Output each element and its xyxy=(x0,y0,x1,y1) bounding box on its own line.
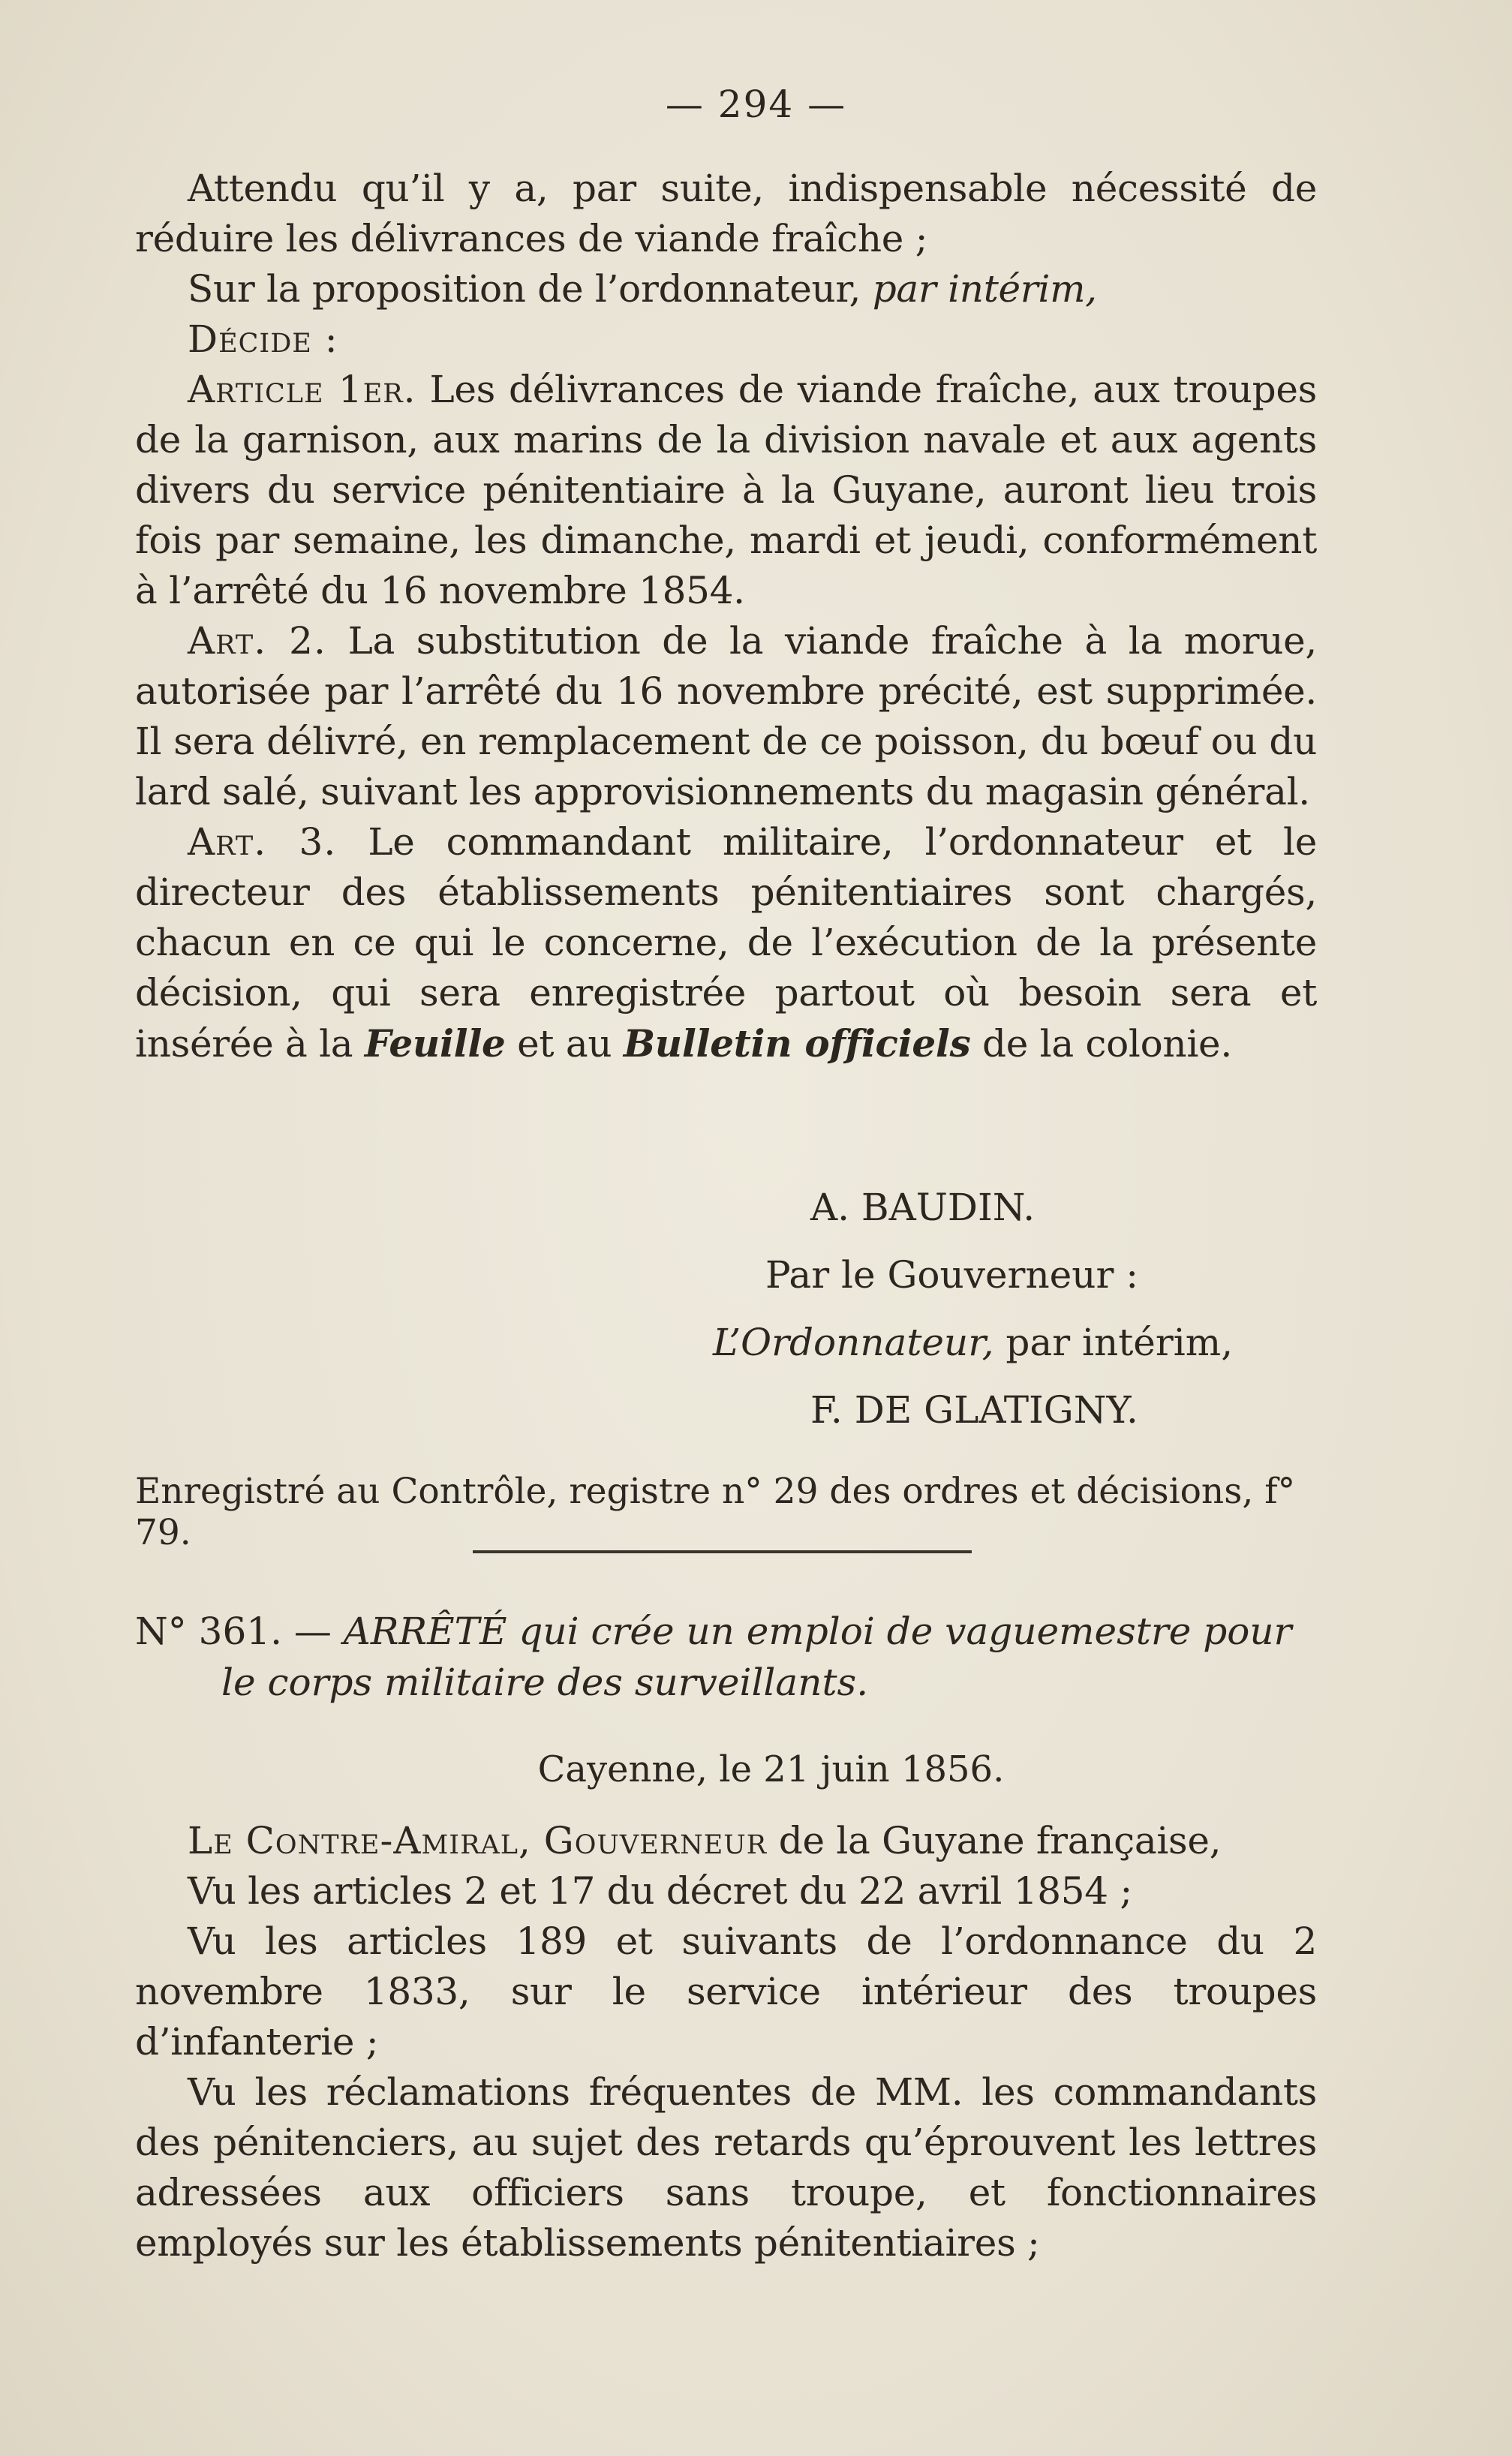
article-2: Art. 2. La substitution de la viande fraîche à la morue, autorisée par l’arrêté du 16 novembre précité, est supprimée. Il sera délivré, en remplacement de ce poisson, du bœuf ou du lard salé, suivant les approvisionnements du magasin général. xyxy=(135,619,1318,813)
governor-line: Le Contre-Amiral, Gouverneur de la Guyane française, xyxy=(188,1819,1222,1862)
arrete-body xyxy=(135,1816,1317,2268)
decision-body xyxy=(135,164,1317,1069)
decide-heading: Décide : xyxy=(188,317,338,361)
paragraph-attendu: Attendu qu’il y a, par suite, indispensable nécessité de réduire les délivrances de viande fraîche ; xyxy=(135,167,1317,260)
signatory-baudin: A. BAUDIN. xyxy=(810,1186,1036,1229)
place-date: Cayenne, le 21 juin 1856. xyxy=(537,1748,1005,1790)
article-3: Art. 3. Le commandant militaire, l’ordonnateur et le directeur des établissements pénitentiaires sont chargés, chacun en ce qui le concerne, de l’exécution de la présente décision, qui sera enregistrée partout où besoin sera et insérée à la Feuille et au Bulletin officiels de la colonie. xyxy=(135,820,1317,1066)
section-divider xyxy=(473,1550,972,1553)
signature-ordonnateur: L’Ordonnateur, par intérim, xyxy=(713,1321,1234,1364)
considerant-reclamations: Vu les réclamations fréquentes de MM. les commandants des pénitenciers, au sujet des retards qu’éprouvent les lettres adressées aux officiers sans troupe, et fonctionnaires employés sur les établissements pénitentiaires ; xyxy=(135,2070,1317,2265)
article-1: Article 1er. Les délivrances de viande fraîche, aux troupes de la garnison, aux marins de la division navale et aux agents divers du service pénitentiaire à la Guyane, auront lieu trois fois par semaine, les dimanche, mardi et jeudi, conformément à l’arrêté du 16 novembre 1854. xyxy=(135,368,1317,612)
considerant-decret: Vu les articles 2 et 17 du décret du 22 avril 1854 ; xyxy=(188,1869,1132,1913)
arrete-heading: N° 361. — ARRÊTÉ qui crée un emploi de vaguemestre pour le corps militaire des surveillants. xyxy=(135,1610,1292,1704)
paragraph-proposition: Sur la proposition de l’ordonnateur, par intérim, xyxy=(188,267,1097,311)
signature-block xyxy=(135,1186,1317,1456)
page-number: — 294 — xyxy=(665,83,847,126)
considerant-ordonnance: Vu les articles 189 et suivants de l’ordonnance du 2 novembre 1833, sur le service intérieur des troupes d’infanterie ; xyxy=(135,1919,1317,2064)
registration-note: Enregistré au Contrôle, registre n° 29 des ordres et décisions, f° 79. xyxy=(135,1471,1296,1553)
signature-par-le-gouverneur: Par le Gouverneur : xyxy=(765,1253,1139,1297)
signatory-glatigny: F. DE GLATIGNY. xyxy=(810,1388,1138,1432)
